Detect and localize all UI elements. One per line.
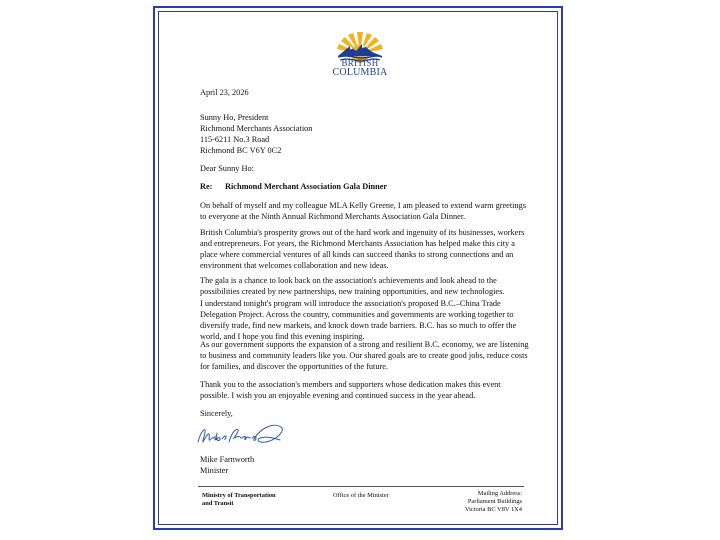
body-paragraph-2: British Columbia's prosperity grows out of the hard work and ingenuity of its businesses, workers and entrepreneurs. For years, the Richmond Merchants Association has helped make this city a place where commercial ventures of all kinds can succeed thanks to strong connections and an environment that welcomes collaboration and new ideas. xyxy=(200,228,525,270)
footer-ministry-line2: and Transit xyxy=(202,500,234,507)
footer-mailing-building: Parliament Buildings xyxy=(467,498,522,505)
body-paragraph-4: I understand tonight's program will introduce the association's proposed B.C.–China Trade Delegation Project. Across the country, communities and governments are working together to diversify trade, find new markets, and knock down trade barriers. B.C. has so much to offer the world, and I hope you find this evening inspiring. xyxy=(200,299,517,341)
signature-image xyxy=(196,418,286,448)
re-label: Re: xyxy=(200,182,213,191)
recipient-name: Sunny Ho, President xyxy=(200,113,269,122)
footer-office: Office of the Minister xyxy=(333,492,389,499)
logo-line1: BRITISH xyxy=(341,58,379,68)
recipient-address-line1: 115-6211 No.3 Road xyxy=(200,135,270,144)
bc-wordmark xyxy=(318,59,402,77)
footer-ministry-line1: Ministry of Transportation xyxy=(202,492,276,499)
footer-mailing-label: Mailing Address: xyxy=(477,490,522,497)
recipient-organization: Richmond Merchants Association xyxy=(200,124,313,133)
closing: Sincerely, xyxy=(200,409,233,418)
signer-title: Minister xyxy=(200,466,229,475)
footer-divider xyxy=(198,486,524,487)
signer-name: Mike Farnworth xyxy=(200,455,255,464)
salutation: Dear Sunny Ho: xyxy=(200,164,254,173)
logo-line2: COLUMBIA xyxy=(332,67,388,78)
recipient-address-line2: Richmond BC V6Y 0C2 xyxy=(200,146,282,155)
body-paragraph-6: Thank you to the association's members and supporters whose dedication makes this event possible. I wish you an enjoyable evening and continued success in the year ahead. xyxy=(200,380,501,400)
body-paragraph-3: The gala is a chance to look back on the association's achievements and look ahead to the possibilities created by new partnerships, new training opportunities, and new technologies. xyxy=(200,276,505,296)
body-paragraph-5: As our government supports the expansion of a strong and resilient B.C. economy, we are listening to business and community leaders like you. Our shared goals are to create good jobs, reduce costs for families, and discover the opportunities of the future. xyxy=(200,340,529,371)
body-paragraph-1: On behalf of myself and my colleague MLA Kelly Greene, I am pleased to extend warm greetings to everyone at the Ninth Annual Richmond Merchants Association Gala Dinner. xyxy=(200,201,527,221)
subject-line: Richmond Merchant Association Gala Dinner xyxy=(225,182,388,191)
letter-date: April 23, 2026 xyxy=(200,88,249,97)
footer-mailing-city: Victoria BC V8V 1X4 xyxy=(464,506,522,513)
